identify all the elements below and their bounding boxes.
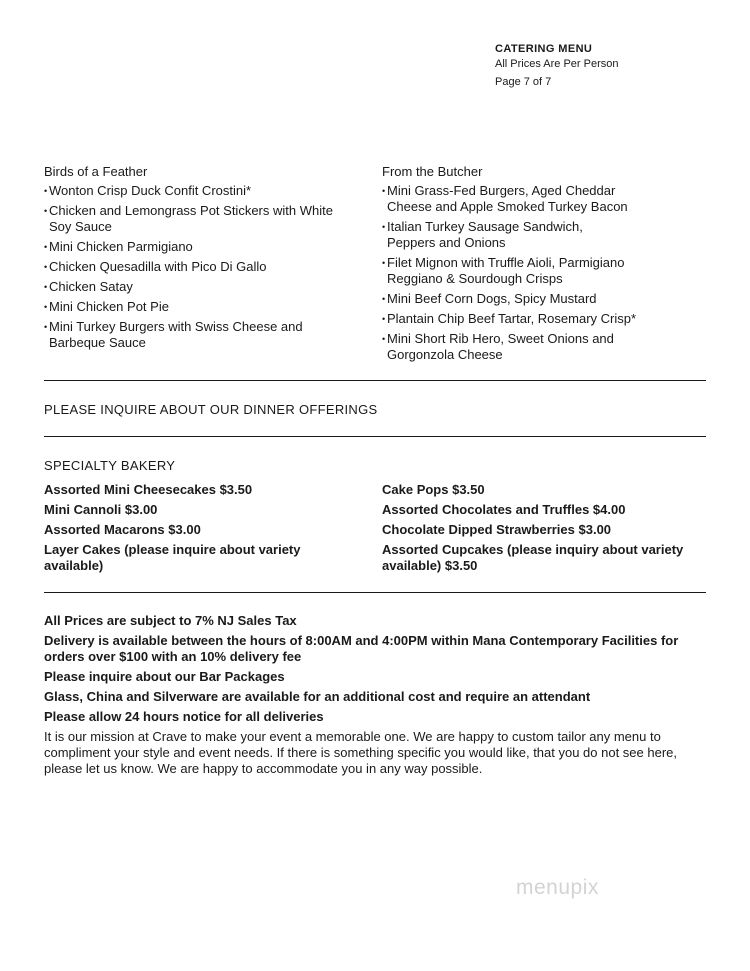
tax-note: All Prices are subject to 7% NJ Sales Tax — [44, 613, 297, 628]
bar-note: Please inquire about our Bar Packages — [44, 669, 285, 684]
menu-item: • Mini Beef Corn Dogs, Spicy Mustard — [382, 291, 702, 307]
butcher-section — [382, 163, 702, 367]
menupix-watermark: menupix — [516, 876, 599, 899]
menu-item: • Mini Chicken Pot Pie — [44, 299, 364, 315]
bakery-item: Assorted Macarons $3.00 — [44, 522, 201, 537]
menu-item: • Chicken Satay — [44, 279, 364, 295]
menu-item: • Mini Short Rib Hero, Sweet Onions and Gorgonzola Cheese — [382, 331, 657, 363]
divider — [44, 436, 706, 437]
menu-header — [495, 42, 619, 90]
menu-item: • Filet Mignon with Truffle Aioli, Parmigiano Reggiano & Sourdough Crisps — [382, 255, 667, 287]
dinner-heading: PLEASE INQUIRE ABOUT OUR DINNER OFFERINGS — [44, 402, 378, 417]
bakery-item: Assorted Chocolates and Truffles $4.00 — [382, 502, 626, 517]
birds-heading: Birds of a Feather — [44, 164, 148, 179]
menu-title: CATERING MENU — [495, 43, 593, 55]
divider — [44, 380, 706, 381]
bakery-item: Assorted Cupcakes (please inquiry about variety available) $3.50 — [382, 542, 684, 573]
bakery-item: Chocolate Dipped Strawberries $3.00 — [382, 522, 612, 537]
bakery-item: Assorted Mini Cheesecakes $3.50 — [44, 482, 253, 497]
menu-item: • Italian Turkey Sausage Sandwich, Peppers and Onions — [382, 219, 622, 251]
glassware-note: Glass, China and Silverware are available for an additional cost and require an attendant — [44, 689, 591, 704]
menu-item: • Mini Grass-Fed Burgers, Aged Cheddar Cheese and Apple Smoked Turkey Bacon — [382, 183, 662, 215]
bakery-item: Mini Cannoli $3.00 — [44, 502, 158, 517]
bakery-item: Layer Cakes (please inquire about variety available) — [44, 542, 301, 573]
price-note: All Prices Are Per Person — [495, 58, 619, 70]
bakery-right-column — [382, 482, 707, 578]
notes-section — [44, 613, 709, 777]
birds-section — [44, 163, 364, 355]
bakery-left-column — [44, 482, 344, 578]
butcher-heading: From the Butcher — [382, 164, 483, 179]
notice-note: Please allow 24 hours notice for all deliveries — [44, 709, 324, 724]
menu-item: • Mini Turkey Burgers with Swiss Cheese and Barbeque Sauce — [44, 319, 339, 351]
menu-item: • Chicken Quesadilla with Pico Di Gallo — [44, 259, 364, 275]
menu-item: • Mini Chicken Parmigiano — [44, 239, 364, 255]
divider — [44, 592, 706, 593]
bakery-item: Cake Pops $3.50 — [382, 482, 485, 497]
menu-item: • Plantain Chip Beef Tartar, Rosemary Crisp* — [382, 311, 702, 327]
page-number: Page 7 of 7 — [495, 76, 552, 88]
menu-item: • Chicken and Lemongrass Pot Stickers with White Soy Sauce — [44, 203, 334, 235]
menu-item: • Wonton Crisp Duck Confit Crostini* — [44, 183, 364, 199]
mission-statement: It is our mission at Crave to make your event a memorable one. We are happy to custom tailor any menu to compliment your style and event needs. If there is something specific you would like, that you do not see here, please let us know. We are happy to accommodate you in any way possible. — [44, 729, 678, 776]
bakery-heading: SPECIALTY BAKERY — [44, 458, 176, 473]
delivery-note: Delivery is available between the hours of 8:00AM and 4:00PM within Mana Contemporary Facilities for orders over $100 with an 10% delivery fee — [44, 633, 679, 664]
